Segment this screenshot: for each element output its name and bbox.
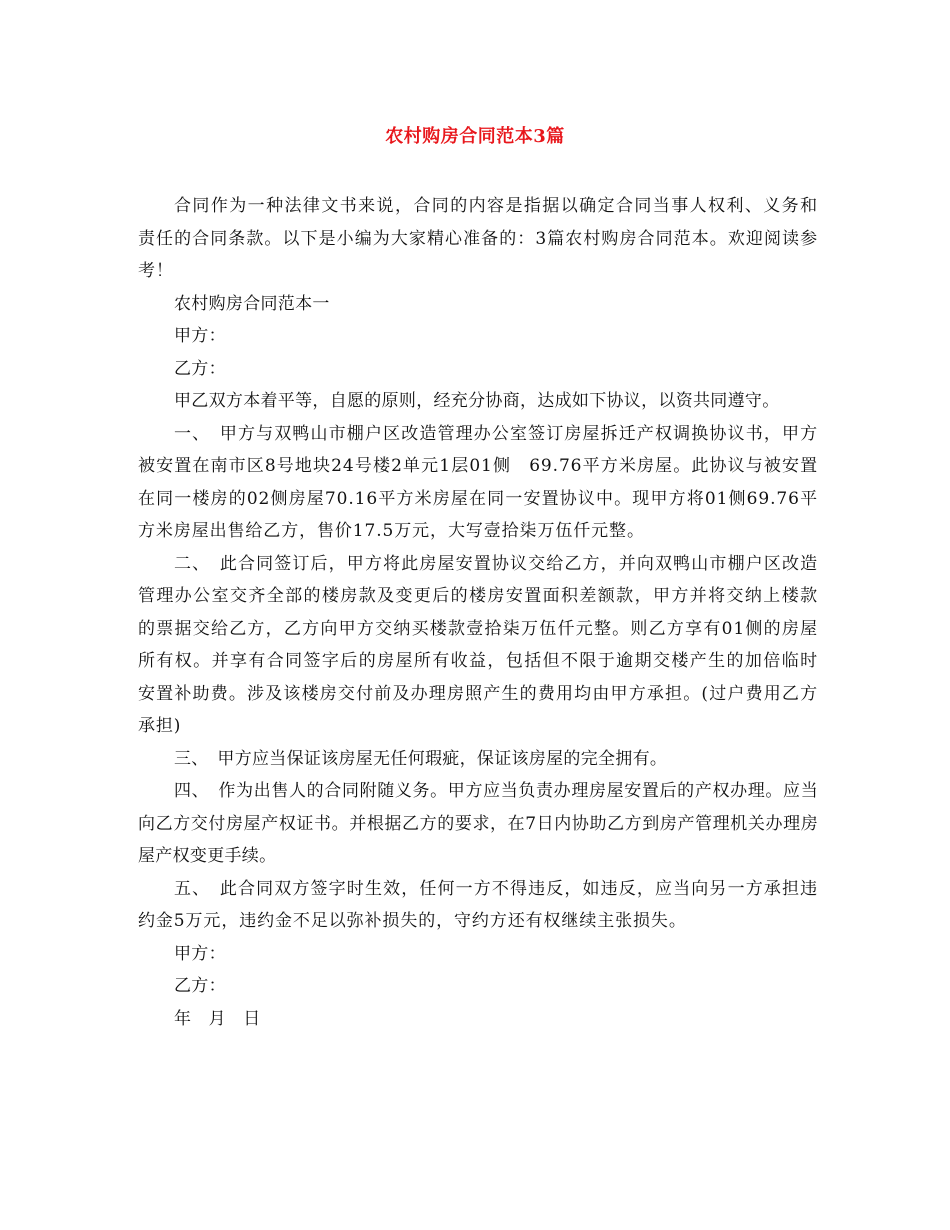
clause-3: 三、 甲方应当保证该房屋无任何瑕疵，保证该房屋的完全拥有。: [174, 748, 668, 769]
signature-date: 年 月 日: [174, 1008, 261, 1029]
agreement-preamble: 甲乙双方本着平等，自愿的原则，经充分协商，达成如下协议，以资共同遵守。: [174, 391, 780, 411]
signature-party-b: 乙方：: [174, 976, 226, 996]
clause-1: 一、 甲方与双鸭山市棚户区改造管理办公室签订房屋拆迁产权调换协议书，甲方被安置在南市区8号地块24号楼2单元1层01侧 69.76平方米房屋。此协议与被安置在同一楼房的02侧房屋70.16平方米房屋在同一安置协议中。现甲方将01侧69.76平方米房屋出售给乙方，售价17.5万元，大写壹拾柒万伍仟元整。: [138, 423, 818, 541]
document-title: 农村购房合同范本3篇: [385, 126, 565, 147]
signature-party-a: 甲方：: [174, 943, 226, 964]
document-body: [138, 190, 818, 1035]
clause-4: 四、 作为出售人的合同附随义务。甲方应当负责办理房屋安置后的产权办理。应当向乙方交付房屋产权证书。并根据乙方的要求，在7日内协助乙方到房产管理机关办理房屋产权变更手续。: [138, 781, 818, 866]
clause-5: 五、 此合同双方签字时生效，任何一方不得违反，如违反，应当向另一方承担违约金5万元，违约金不足以弥补损失的，守约方还有权继续主张损失。: [138, 878, 818, 931]
section-heading: 农村购房合同范本一: [174, 293, 330, 314]
clause-2: 二、 此合同签订后，甲方将此房屋安置协议交给乙方，并向双鸭山市棚户区改造管理办公室交齐全部的楼房款及变更后的楼房安置面积差额款，甲方并将交纳上楼款的票据交给乙方，乙方向甲方交纳买楼款壹拾柒万伍仟元整。则乙方享有01侧的房屋所有权。并享有合同签字后的房屋所有收益，包括但不限于逾期交楼产生的加倍临时安置补助费。涉及该楼房交付前及办理房照产生的费用均由甲方承担。(过户费用乙方承担): [138, 553, 818, 736]
intro-paragraph: 合同作为一种法律文书来说，合同的内容是指据以确定合同当事人权利、义务和责任的合同条款。以下是小编为大家精心准备的：3篇农村购房合同范本。欢迎阅读参考！: [138, 196, 818, 281]
party-a-label: 甲方：: [174, 326, 226, 346]
party-b-label: 乙方：: [174, 358, 226, 379]
